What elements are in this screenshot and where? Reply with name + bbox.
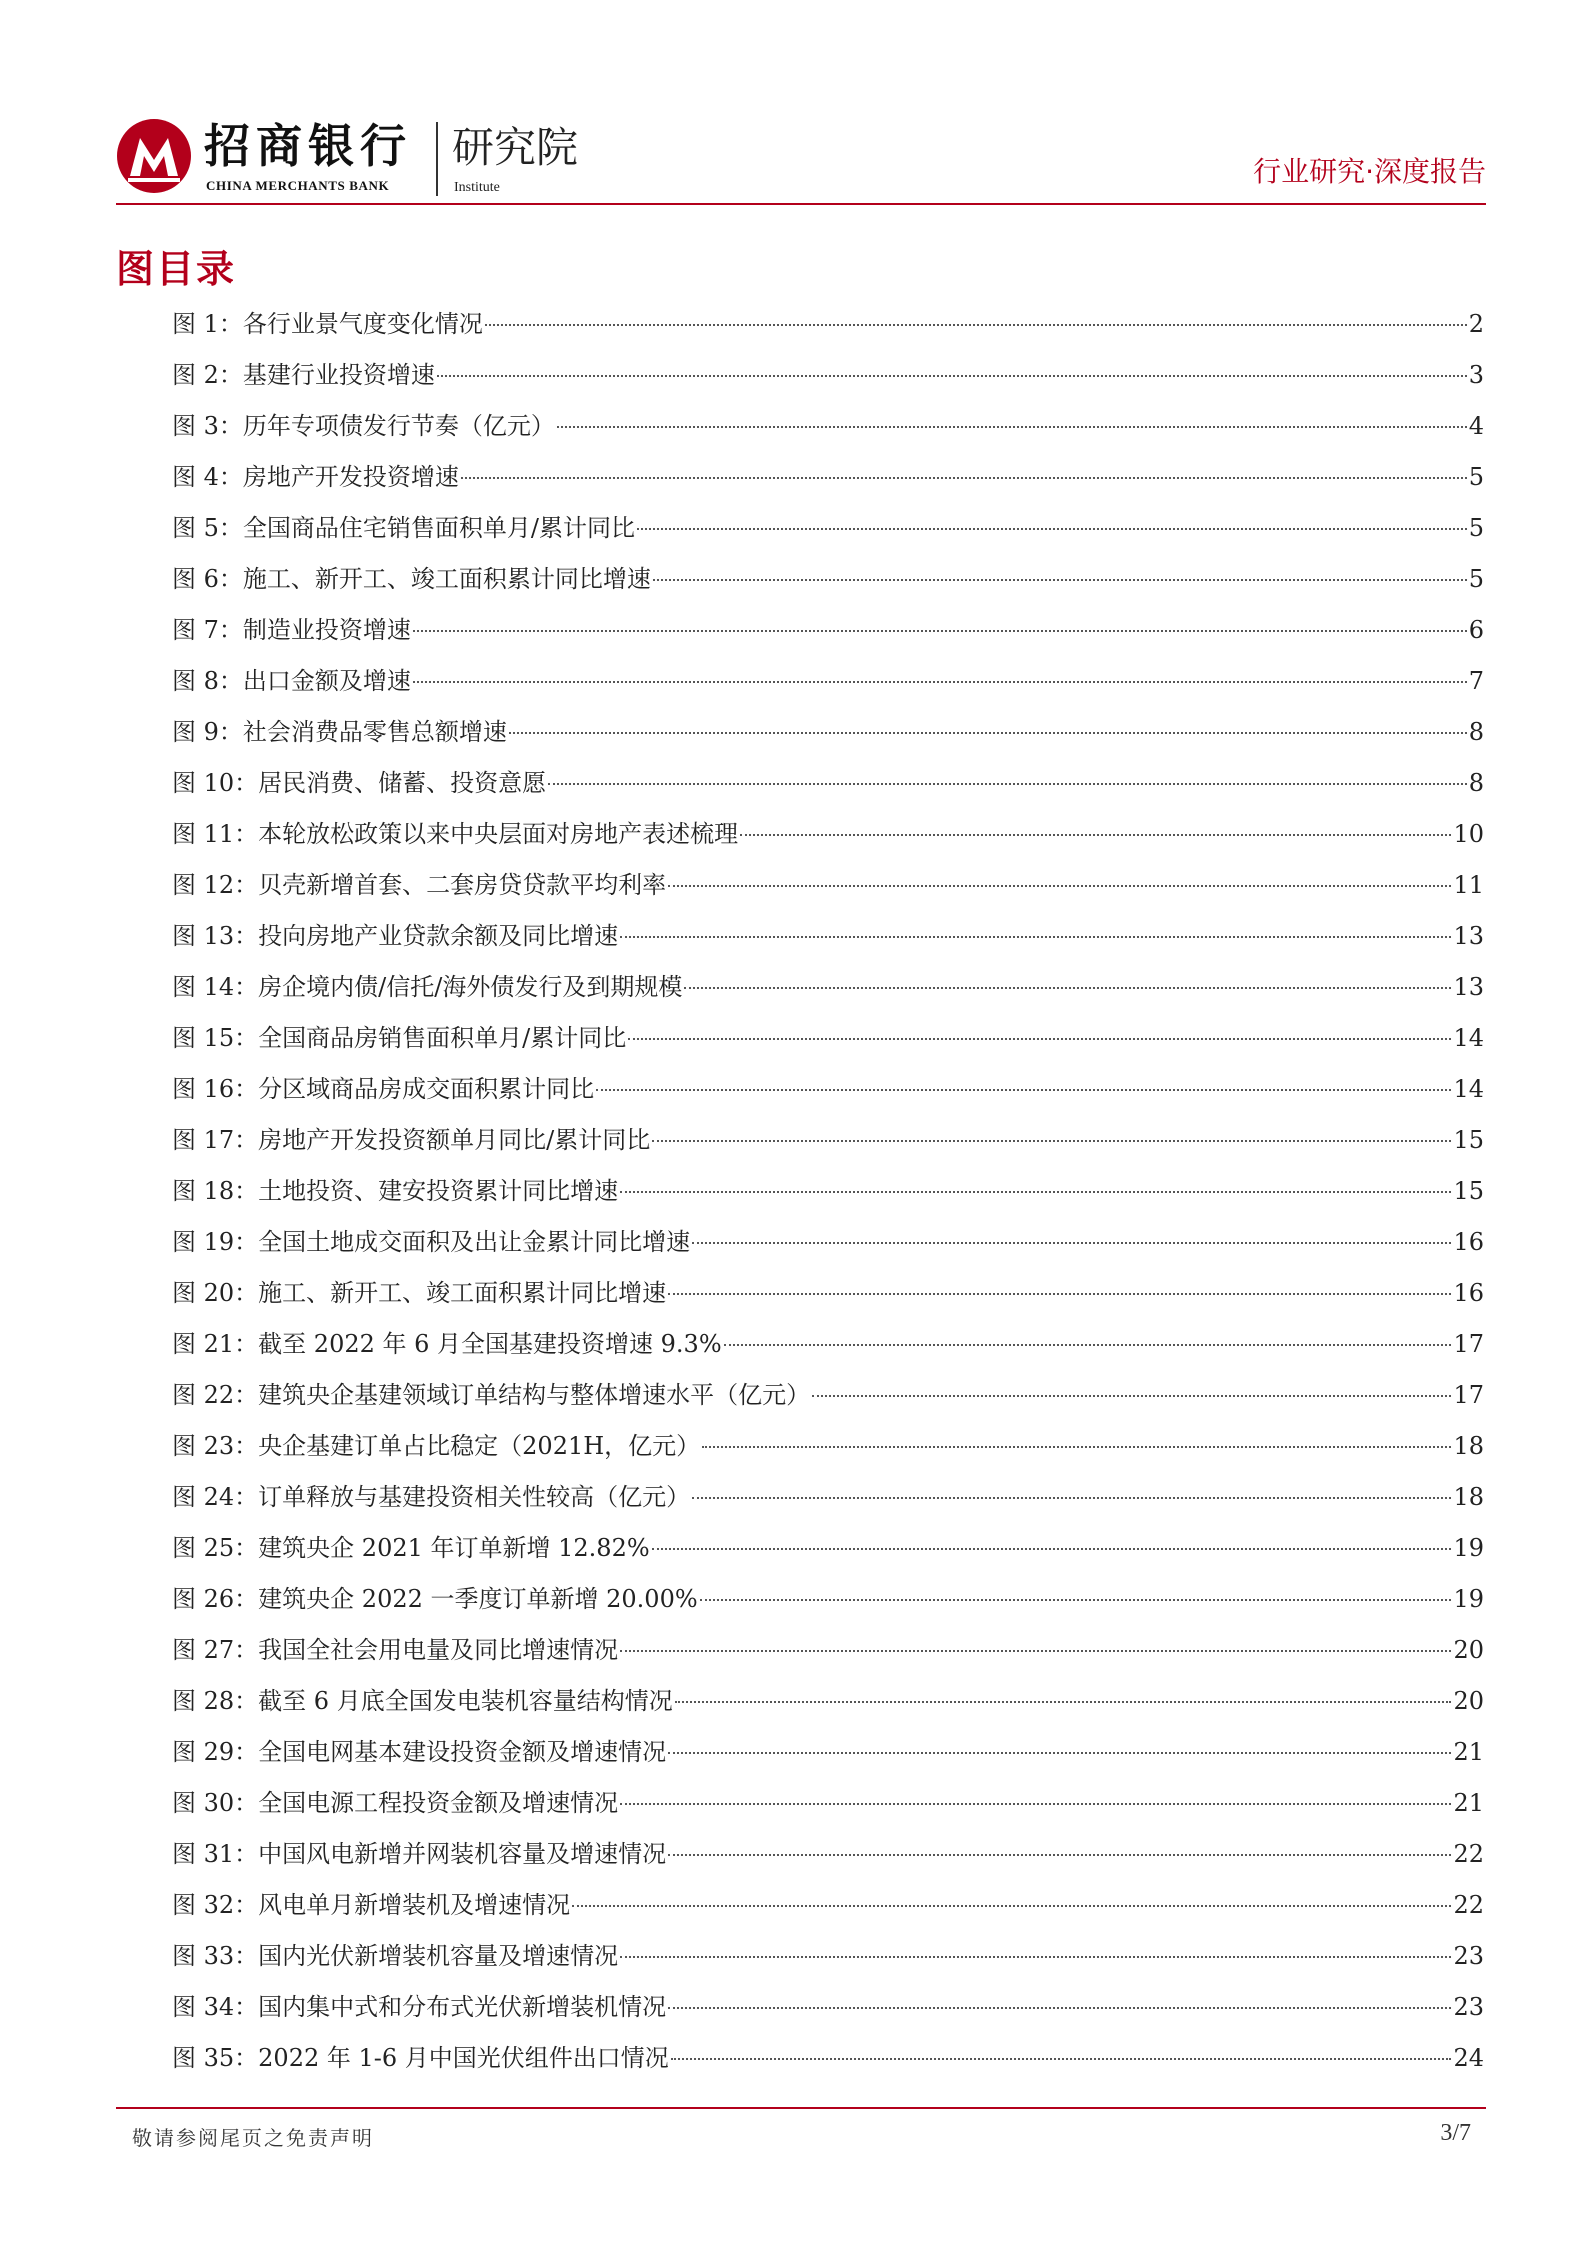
toc-leader-dots bbox=[485, 324, 1467, 326]
toc-entry-page: 23 bbox=[1453, 1993, 1484, 2021]
toc-entry-page: 23 bbox=[1453, 1942, 1484, 1970]
toc-entry-label: 图 2：基建行业投资增速 bbox=[172, 361, 435, 389]
toc-leader-dots bbox=[668, 1752, 1451, 1754]
footer-divider bbox=[116, 2107, 1486, 2109]
toc-entry-label: 图 15：全国商品房销售面积单月/累计同比 bbox=[172, 1024, 627, 1052]
toc-entry-page: 14 bbox=[1453, 1075, 1484, 1103]
toc-leader-dots bbox=[652, 1548, 1452, 1550]
page-number: 3/7 bbox=[1440, 2120, 1471, 2146]
toc-leader-dots bbox=[628, 1038, 1451, 1040]
toc-entry-page: 20 bbox=[1453, 1636, 1484, 1664]
toc-entry[interactable] bbox=[172, 1479, 1484, 1530]
toc-entry-label: 图 17：房地产开发投资额单月同比/累计同比 bbox=[172, 1126, 651, 1154]
toc-entry[interactable] bbox=[172, 459, 1484, 510]
toc-entry-page: 7 bbox=[1468, 667, 1484, 695]
toc-entry[interactable] bbox=[172, 1989, 1484, 2040]
institute-name-cn: 研究院 bbox=[452, 123, 579, 172]
toc-leader-dots bbox=[675, 1701, 1452, 1703]
toc-leader-dots bbox=[413, 681, 1467, 683]
toc-entry-page: 14 bbox=[1453, 1024, 1484, 1052]
toc-entry-label: 图 13：投向房地产业贷款余额及同比增速 bbox=[172, 922, 619, 950]
toc-entry-label: 图 20：施工、新开工、竣工面积累计同比增速 bbox=[172, 1279, 667, 1307]
toc-entry[interactable] bbox=[172, 867, 1484, 918]
toc-entry-label: 图 31：中国风电新增并网装机容量及增速情况 bbox=[172, 1840, 667, 1868]
toc-entry-label: 图 11：本轮放松政策以来中央层面对房地产表述梳理 bbox=[172, 820, 739, 848]
toc-leader-dots bbox=[437, 375, 1467, 377]
toc-entry-page: 5 bbox=[1468, 463, 1484, 491]
toc-entry[interactable] bbox=[172, 1326, 1484, 1377]
toc-entry[interactable] bbox=[172, 765, 1484, 816]
toc-leader-dots bbox=[637, 528, 1467, 530]
toc-entry-page: 24 bbox=[1453, 2044, 1484, 2072]
toc-leader-dots bbox=[702, 1446, 1451, 1448]
toc-leader-dots bbox=[671, 2058, 1452, 2060]
toc-leader-dots bbox=[596, 1089, 1451, 1091]
toc-entry-label: 图 4：房地产开发投资增速 bbox=[172, 463, 459, 491]
toc-entry-label: 图 12：贝壳新增首套、二套房贷贷款平均利率 bbox=[172, 871, 667, 899]
toc-leader-dots bbox=[692, 1242, 1451, 1244]
toc-entry[interactable] bbox=[172, 663, 1484, 714]
toc-entry-label: 图 18：土地投资、建安投资累计同比增速 bbox=[172, 1177, 619, 1205]
toc-entry[interactable] bbox=[172, 1224, 1484, 1275]
figure-list bbox=[172, 306, 1484, 2091]
toc-entry-page: 11 bbox=[1453, 871, 1484, 899]
toc-entry[interactable] bbox=[172, 1683, 1484, 1734]
toc-entry-label: 图 34：国内集中式和分布式光伏新增装机情况 bbox=[172, 1993, 667, 2021]
toc-entry[interactable] bbox=[172, 969, 1484, 1020]
toc-entry[interactable] bbox=[172, 1173, 1484, 1224]
toc-entry[interactable] bbox=[172, 714, 1484, 765]
toc-entry[interactable] bbox=[172, 408, 1484, 459]
brand-name-cn: 招商银行 bbox=[204, 119, 412, 173]
toc-entry-label: 图 23：央企基建订单占比稳定（2021H，亿元） bbox=[172, 1432, 701, 1460]
header-divider bbox=[116, 203, 1486, 205]
toc-entry-page: 19 bbox=[1453, 1585, 1484, 1613]
page-header bbox=[116, 112, 1486, 202]
toc-entry[interactable] bbox=[172, 1785, 1484, 1836]
toc-title: 图目录 bbox=[116, 247, 237, 291]
toc-entry[interactable] bbox=[172, 1887, 1484, 1938]
toc-leader-dots bbox=[724, 1344, 1452, 1346]
toc-leader-dots bbox=[653, 579, 1467, 581]
toc-entry-label: 图 25：建筑央企 2021 年订单新增 12.82% bbox=[172, 1534, 650, 1562]
toc-entry[interactable] bbox=[172, 561, 1484, 612]
toc-entry-label: 图 10：居民消费、储蓄、投资意愿 bbox=[172, 769, 547, 797]
toc-entry-page: 5 bbox=[1468, 514, 1484, 542]
toc-leader-dots bbox=[413, 630, 1467, 632]
toc-leader-dots bbox=[620, 1956, 1451, 1958]
toc-entry-page: 6 bbox=[1468, 616, 1484, 644]
toc-entry-label: 图 33：国内光伏新增装机容量及增速情况 bbox=[172, 1942, 619, 1970]
toc-entry-label: 图 9：社会消费品零售总额增速 bbox=[172, 718, 507, 746]
toc-entry-page: 17 bbox=[1453, 1381, 1484, 1409]
toc-entry-page: 13 bbox=[1453, 922, 1484, 950]
brand-divider bbox=[436, 122, 438, 196]
toc-entry-label: 图 32：风电单月新增装机及增速情况 bbox=[172, 1891, 571, 1919]
toc-entry-label: 图 5：全国商品住宅销售面积单月/累计同比 bbox=[172, 514, 635, 542]
toc-entry[interactable] bbox=[172, 357, 1484, 408]
toc-entry-label: 图 7：制造业投资增速 bbox=[172, 616, 411, 644]
toc-entry-label: 图 26：建筑央企 2022 一季度订单新增 20.00% bbox=[172, 1585, 698, 1613]
toc-entry-label: 图 6：施工、新开工、竣工面积累计同比增速 bbox=[172, 565, 651, 593]
toc-leader-dots bbox=[620, 1191, 1451, 1193]
toc-entry[interactable] bbox=[172, 1071, 1484, 1122]
toc-entry-label: 图 28：截至 6 月底全国发电装机容量结构情况 bbox=[172, 1687, 673, 1715]
toc-entry[interactable] bbox=[172, 1632, 1484, 1683]
toc-entry-page: 18 bbox=[1453, 1432, 1484, 1460]
toc-entry[interactable] bbox=[172, 1275, 1484, 1326]
toc-entry-page: 17 bbox=[1453, 1330, 1484, 1358]
footer-disclaimer: 敬请参阅尾页之免责声明 bbox=[132, 2126, 374, 2150]
toc-entry[interactable] bbox=[172, 1020, 1484, 1071]
toc-leader-dots bbox=[668, 1854, 1451, 1856]
toc-entry-label: 图 19：全国土地成交面积及出让金累计同比增速 bbox=[172, 1228, 691, 1256]
toc-leader-dots bbox=[572, 1905, 1451, 1907]
toc-entry[interactable] bbox=[172, 816, 1484, 867]
toc-leader-dots bbox=[700, 1599, 1452, 1601]
toc-entry[interactable] bbox=[172, 510, 1484, 561]
toc-leader-dots bbox=[692, 1497, 1451, 1499]
toc-entry[interactable] bbox=[172, 306, 1484, 357]
toc-entry-label: 图 30：全国电源工程投资金额及增速情况 bbox=[172, 1789, 619, 1817]
toc-entry[interactable] bbox=[172, 1734, 1484, 1785]
toc-entry-label: 图 24：订单释放与基建投资相关性较高（亿元） bbox=[172, 1483, 691, 1511]
toc-entry[interactable] bbox=[172, 918, 1484, 969]
toc-leader-dots bbox=[668, 1293, 1451, 1295]
toc-entry-page: 22 bbox=[1453, 1840, 1484, 1868]
toc-entry[interactable] bbox=[172, 1122, 1484, 1173]
toc-entry-label: 图 29：全国电网基本建设投资金额及增速情况 bbox=[172, 1738, 667, 1766]
toc-entry-page: 18 bbox=[1453, 1483, 1484, 1511]
toc-leader-dots bbox=[812, 1395, 1451, 1397]
toc-entry-label: 图 35：2022 年 1-6 月中国光伏组件出口情况 bbox=[172, 2044, 669, 2072]
toc-entry-label: 图 22：建筑央企基建领域订单结构与整体增速水平（亿元） bbox=[172, 1381, 811, 1409]
toc-entry-page: 8 bbox=[1468, 769, 1484, 797]
toc-leader-dots bbox=[668, 2007, 1451, 2009]
toc-entry-label: 图 8：出口金额及增速 bbox=[172, 667, 411, 695]
toc-entry[interactable] bbox=[172, 1581, 1484, 1632]
toc-entry-page: 21 bbox=[1453, 1789, 1484, 1817]
toc-entry-label: 图 21：截至 2022 年 6 月全国基建投资增速 9.3% bbox=[172, 1330, 722, 1358]
toc-entry-page: 10 bbox=[1453, 820, 1484, 848]
toc-entry[interactable] bbox=[172, 1530, 1484, 1581]
toc-entry-label: 图 3：历年专项债发行节奏（亿元） bbox=[172, 412, 555, 440]
toc-leader-dots bbox=[461, 477, 1467, 479]
toc-entry-page: 19 bbox=[1453, 1534, 1484, 1562]
toc-entry-page: 22 bbox=[1453, 1891, 1484, 1919]
toc-entry-page: 13 bbox=[1453, 973, 1484, 1001]
cmb-logo-icon bbox=[116, 118, 192, 194]
toc-entry[interactable] bbox=[172, 612, 1484, 663]
toc-entry-label: 图 1：各行业景气度变化情况 bbox=[172, 310, 483, 338]
toc-entry[interactable] bbox=[172, 1938, 1484, 1989]
toc-leader-dots bbox=[740, 834, 1451, 836]
toc-leader-dots bbox=[557, 426, 1467, 428]
toc-entry-page: 15 bbox=[1453, 1126, 1484, 1154]
toc-leader-dots bbox=[668, 885, 1451, 887]
report-type: 行业研究·深度报告 bbox=[1253, 155, 1486, 188]
toc-leader-dots bbox=[620, 1803, 1451, 1805]
toc-entry-page: 8 bbox=[1468, 718, 1484, 746]
toc-entry-label: 图 27：我国全社会用电量及同比增速情况 bbox=[172, 1636, 619, 1664]
toc-entry-page: 3 bbox=[1468, 361, 1484, 389]
institute-name-en: Institute bbox=[454, 180, 500, 195]
toc-entry[interactable] bbox=[172, 1377, 1484, 1428]
toc-entry-page: 16 bbox=[1453, 1279, 1484, 1307]
toc-entry[interactable] bbox=[172, 2040, 1484, 2091]
toc-leader-dots bbox=[684, 987, 1451, 989]
toc-leader-dots bbox=[620, 1650, 1451, 1652]
toc-entry-page: 20 bbox=[1453, 1687, 1484, 1715]
toc-entry-page: 21 bbox=[1453, 1738, 1484, 1766]
toc-entry-page: 5 bbox=[1468, 565, 1484, 593]
toc-entry-label: 图 14：房企境内债/信托/海外债发行及到期规模 bbox=[172, 973, 683, 1001]
toc-entry-page: 15 bbox=[1453, 1177, 1484, 1205]
toc-entry-label: 图 16：分区域商品房成交面积累计同比 bbox=[172, 1075, 595, 1103]
toc-leader-dots bbox=[652, 1140, 1451, 1142]
toc-leader-dots bbox=[509, 732, 1467, 734]
toc-entry-page: 16 bbox=[1453, 1228, 1484, 1256]
toc-entry-page: 4 bbox=[1468, 412, 1484, 440]
toc-leader-dots bbox=[548, 783, 1467, 785]
toc-entry[interactable] bbox=[172, 1428, 1484, 1479]
brand-name-en: CHINA MERCHANTS BANK bbox=[206, 178, 390, 193]
toc-entry[interactable] bbox=[172, 1836, 1484, 1887]
toc-leader-dots bbox=[620, 936, 1451, 938]
toc-entry-page: 2 bbox=[1468, 310, 1484, 338]
